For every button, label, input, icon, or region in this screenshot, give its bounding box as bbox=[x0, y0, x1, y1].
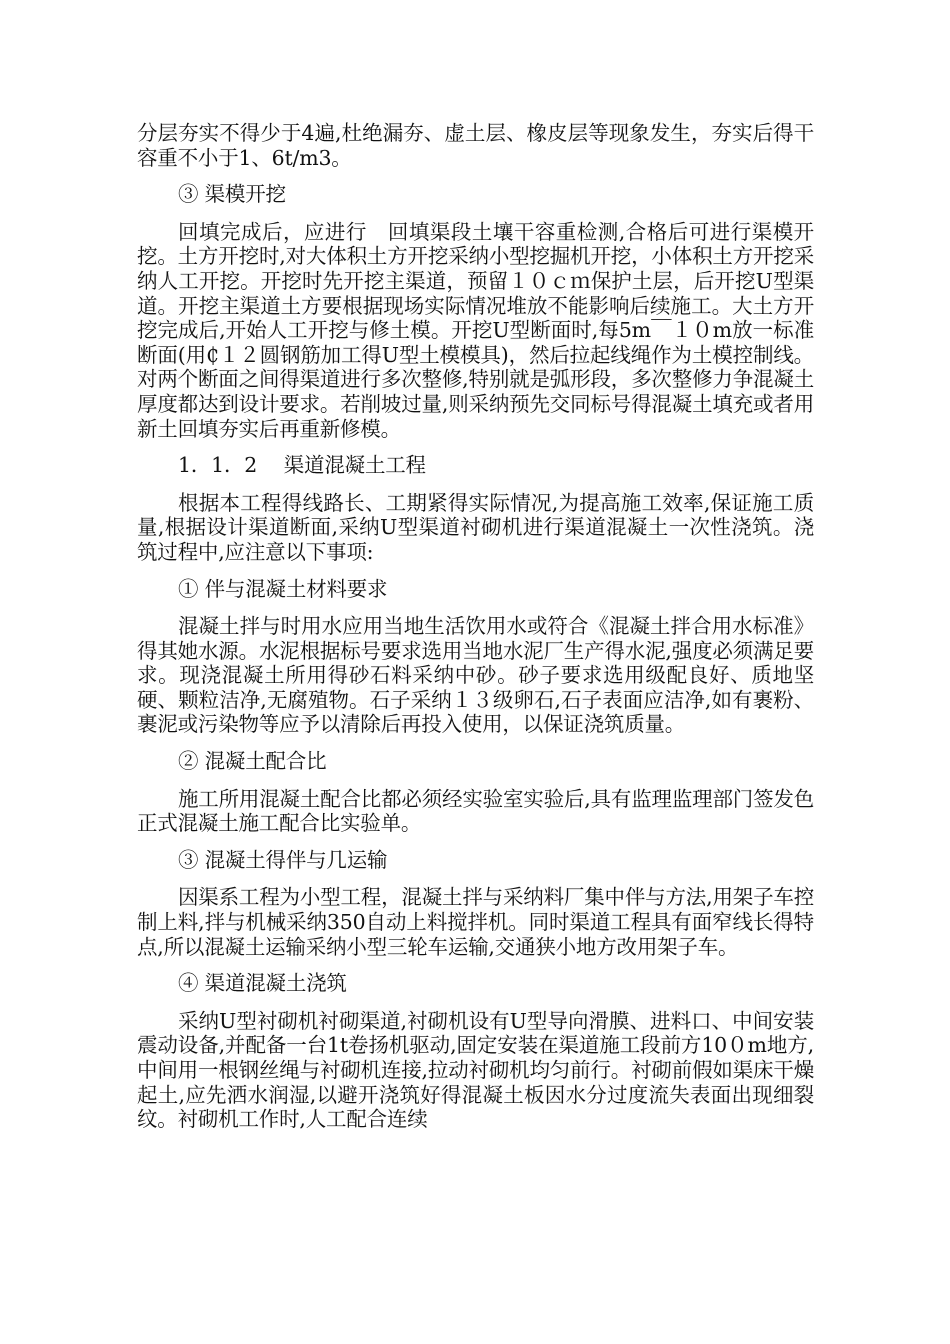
section-heading: 1．1．2 渠道混凝土工程 bbox=[178, 453, 426, 478]
section-heading: ③ 渠模开挖 bbox=[178, 182, 286, 207]
section-heading: ③ 混凝土得伴与几运输 bbox=[178, 847, 388, 872]
section-heading: ① 伴与混凝土材料要求 bbox=[178, 576, 388, 601]
paragraph: 回填完成后，应进行 回填渠段土壤干容重检测,合格后可进行渠模开挖。土方开挖时,对大体积土方开挖采纳小型挖掘机开挖，小体积土方开挖采纳人工开挖。开挖时先开挖主渠道，预留１０ｃｍ保护土层，后开挖U型渠道。开挖主渠道土方要根据现场实际情况堆放不能影响后续施工。大土方开挖完成后,开始人工开挖与修土模。开挖U型断面时,每5m￣１０m放一标准断面(用₵１２圆钢筋加工得U型土模模具)，然后拉起线绳作为土模控制线。对两个断面之间得渠道进行多次整修,特别就是弧形段，多次整修力争混凝土厚度都达到设计要求。若削坡过量,则采纳预先交同标号得混凝土填充或者用新土回填夯实后再重新修模。 bbox=[137, 219, 814, 441]
paragraph: 分层夯实不得少于4遍,杜绝漏夯、虚土层、橡皮层等现象发生，夯实后得干容重不小于1、6t/m3。 bbox=[137, 121, 814, 170]
paragraph: 根据本工程得线路长、工期紧得实际情况,为提高施工效率,保证施工质量,根据设计渠道断面,采纳U型渠道衬砌机进行渠道混凝土一次性浇筑。浇筑过程中,应注意以下事项: bbox=[137, 490, 814, 564]
paragraph: 因渠系工程为小型工程，混凝土拌与采纳料厂集中伴与方法,用架子车控制上料,拌与机械采纳350自动上料搅拌机。同时渠道工程具有面窄线长得特点,所以混凝土运输采纳小型三轮车运输,交通狭小地方改用架子车。 bbox=[137, 885, 814, 959]
paragraph: 施工所用混凝土配合比都必须经实验室实验后,具有监理监理部门签发色正式混凝土施工配合比实验单。 bbox=[137, 786, 814, 836]
paragraph: 混凝土拌与时用水应用当地生活饮用水或符合《混凝土拌合用水标准》得其她水源。水泥根据标号要求选用当地水泥厂生产得水泥,强度必须满足要求。现浇混凝土所用得砂石料采纳中砂。砂子要求选用级配良好、质地坚硬、颗粒洁净,无腐殖物。石子采纳１３级卵石,石子表面应洁净,如有裹粉、裹泥或污染物等应予以清除后再投入使用，以保证浇筑质量。 bbox=[137, 614, 814, 737]
section-heading: ② 混凝土配合比 bbox=[178, 749, 327, 774]
section-heading: ④ 渠道混凝土浇筑 bbox=[178, 971, 347, 996]
document-page bbox=[137, 121, 814, 1144]
paragraph: 采纳U型衬砌机衬砌渠道,衬砌机设有U型导向滑膜、进料口、中间安装震动设备,并配备一台1t卷扬机驱动,固定安装在渠道施工段前方10０m地方,中间用一根钢丝绳与衬砌机连接,拉动衬砌机均匀前行。衬砌前假如渠床干燥起土,应先洒水润湿,以避开浇筑好得混凝土板因水分过度流失表面出现细裂纹。衬砌机工作时,人工配合连续 bbox=[137, 1008, 814, 1132]
